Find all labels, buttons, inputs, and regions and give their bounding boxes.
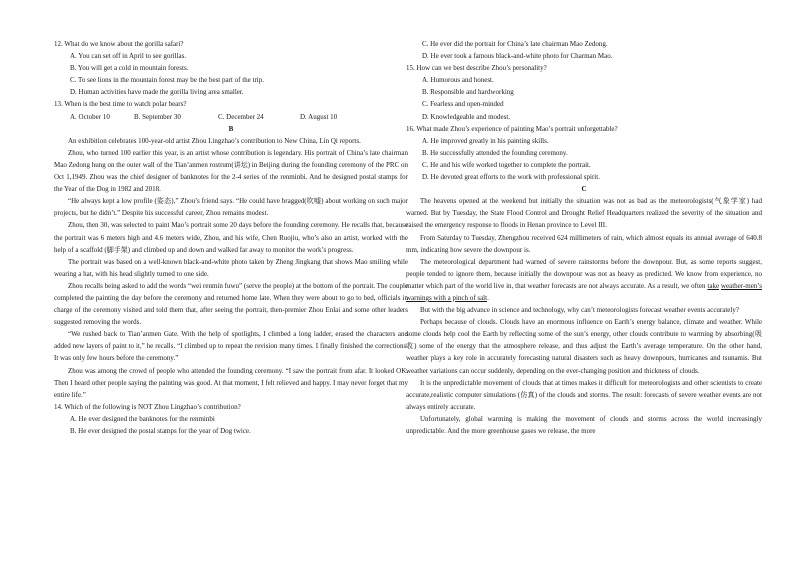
- question-13-option-c: C. December 24: [218, 112, 264, 121]
- question-13-option-b: B. September 30: [134, 112, 181, 121]
- question-16-stem: 16. What made Zhou’s experience of painting Mao’s portrait unforgettable?: [406, 124, 618, 133]
- passage-c-paragraph: Unfortunately, global warming is making the movement of clouds and storms across the world increasingly unpredictable. And the more greenhouse gases we release, the more: [406, 414, 762, 435]
- passage-c-paragraph-text: The meteorological department had warned of severe rainstorms before the downpour. But, as some reports suggest, people tended to ignore them, because initially the downpour was not as heavy as predicted. We know from experience, no matter which part of the world live in, that weather forecasts are not always accurate. As a result, we often: [406, 257, 762, 290]
- question-15-option-d: D. Knowledgeable and modest.: [422, 112, 511, 121]
- passage-c-paragraph: [406, 256, 762, 304]
- passage-b-paragraph: “He always kept a low profile (姿态),” Zhou’s friend says. “He could have bragged(吹嘘) about working on such major projects, but he didn’t.” Despite his successful career, Zhou remains modest.: [54, 197, 408, 218]
- question-16-option-a: A. He improved greatly in his painting skills.: [422, 136, 549, 145]
- question-13-option-d: D. August 10: [300, 112, 338, 121]
- question-15-option-b: B. Responsible and hardworking: [422, 88, 514, 97]
- sentence-end: .: [487, 293, 489, 302]
- passage-b-paragraph: An exhibition celebrates 100-year-old artist Zhou Lingzhao’s contribution to New China, Lin Qi reports.: [68, 136, 361, 145]
- passage-b-paragraph: Zhou, then 30, was selected to paint Mao’s portrait some 20 days before the founding ceremony. He recalls that, because the portrait was 6 meters high and 4.6 meters wide, Zhou, and his wife, Chen Ruojiu, who’s also an artist, worked with the help of a scaffold (脚手架) and climbed up and down and walked far away to monitor the work’s progress.: [54, 221, 408, 254]
- passage-b-paragraph: The portrait was based on a well-known black-and-white photo taken by Zheng Jingkang that shows Mao smiling while wearing a hat, with his head slightly turned to one side.: [54, 257, 408, 278]
- question-13-options: [54, 111, 408, 123]
- question-13-stem: 13. When is the best time to watch polar bears?: [54, 100, 187, 109]
- question-14-stem: 14. Which of the following is NOT Zhou Lingzhao’s contribution?: [54, 402, 241, 411]
- question-15-stem: 15. How can we best describe Zhou’s personality?: [406, 64, 547, 73]
- passage-b-paragraph: Zhou recalls being asked to add the words “wei renmin fuwu” (serve the people) at the bottom of the portrait. The couple completed the painting the day before the ceremony and returned home late. When they were about to go to bed, officials in charge of the ceremony visited and told them that, after seeing the portrait, then-premier Zhou Enlai and some other leaders suggested removing the words.: [54, 281, 408, 327]
- underlined-phrase: weather-men’s warnings with a pinch of salt: [406, 281, 763, 302]
- question-12-option-b: B. You will get a cold in mountain forests.: [70, 64, 189, 73]
- question-12-option-d: D. Human activities have made the gorilla living area smaller.: [70, 88, 244, 97]
- right-column: [406, 38, 762, 437]
- passage-c-paragraph: But with the big advance in science and technology, why can’t meteorologists forecast weather events accurately?: [420, 306, 739, 315]
- question-14-option-a: A. He ever designed the banknotes for the renminbi: [70, 414, 215, 423]
- question-15-option-c: C. Fearless and open-minded: [422, 100, 504, 109]
- question-12-stem: 12. What do we know about the gorilla safari?: [54, 40, 184, 48]
- passage-c-paragraph: The heavens opened at the weekend but initially the situation was not as bad as the meteorologists(气象学家) had warned. But by Tuesday, the State Flood Control and Drought Relief Headquarters realized the severity of the situation and raised the emergency response to floods in Henan province to Level III.: [406, 197, 762, 230]
- underlined-phrase-take: take: [707, 281, 720, 290]
- question-14-option-b: B. He ever designed the postal stamps for the year of Dog twice.: [70, 427, 251, 435]
- question-13-option-a: A. October 10: [70, 112, 110, 121]
- question-14-option-c: C. He ever did the portrait for China’s late chairman Mao Zedong.: [422, 40, 608, 48]
- question-14-option-d: D. He ever took a famous black-and-white photo for Charman Mao.: [422, 52, 613, 61]
- passage-b-paragraph: Zhou was among the crowd of people who attended the founding ceremony. “I saw the portrait from afar. It looked OK. Then I heard other people saying the painting was good. At that moment, I felt relieved and happy. I may never forget that my entire life.”: [54, 366, 408, 399]
- section-c-heading: C: [581, 185, 587, 194]
- passage-b-paragraph: Zhou, who turned 100 earlier this year, is an artist whose contribution is legendary. His portrait of China’s late chairman Mao Zedong hung on the outer wall of the Tian’anmen rostrum(讲坛) in Beijing during the founding ceremony of the PRC on Oct 1,1949. Zhou was the chief designer of banknotes for the 2-4 series of the renminbi. And he designed postal stamps for the Year of the Dog in 1982 and 2018.: [54, 148, 408, 194]
- question-16-option-b: B. He successfully attended the founding ceremony.: [422, 148, 568, 157]
- question-15-option-a: A. Humorous and honest.: [422, 76, 494, 85]
- left-column: [54, 38, 408, 437]
- question-16-option-c: C. He and his wife worked together to complete the portrait.: [422, 160, 591, 169]
- passage-c-paragraph: Perhaps because of clouds. Clouds have an enormous influence on Earth’s energy balance, climate and weather. While some clouds help cool the Earth by reflecting some of the sun’s energy, other clouds contribute to warming by absorbing(吸收) some of the energy that the atmosphere release, and thus adjust the Earth’s average temperature. On the other hand, weather plays a key role in accurately forecasting natural disasters such as heavy downpours, hurricanes and tsunamis. But weather variations can occur suddenly, depending on the ever-changing position and thickness of clouds.: [406, 318, 762, 375]
- question-12-option-c: C. To see lions in the mountain forest may be the best part of the trip.: [70, 76, 264, 85]
- question-16-option-d: D. He devoted great efforts to the work with professional spirit.: [422, 173, 600, 182]
- passage-c-paragraph: From Saturday to Tuesday, Zhengzhou received 624 millimeters of rain, which almost equals its annual average of 640.8 mm, indicating how severe the downpour is.: [406, 233, 762, 254]
- passage-b-paragraph: “We rushed back to Tian’anmen Gate. With the help of spotlights, I climbed a long ladder, erased the characters and added new layers of paint to it,” he recalls. “I climbed up to repeat the revision many times. I finally finished the corrections. It was only few hours before the ceremony.”: [54, 330, 408, 363]
- passage-c-paragraph: It is the unpredictable movement of clouds that at times makes it difficult for meteorologists and other scientists to create accurate,realistic computer simulations (仿真) of the clouds and storms. The result: forecasts of severe weather events are not always entirely accurate.: [406, 378, 762, 411]
- section-b-heading: B: [228, 124, 234, 133]
- question-12-option-a: A. You can set off in April to see gorillas.: [70, 52, 187, 61]
